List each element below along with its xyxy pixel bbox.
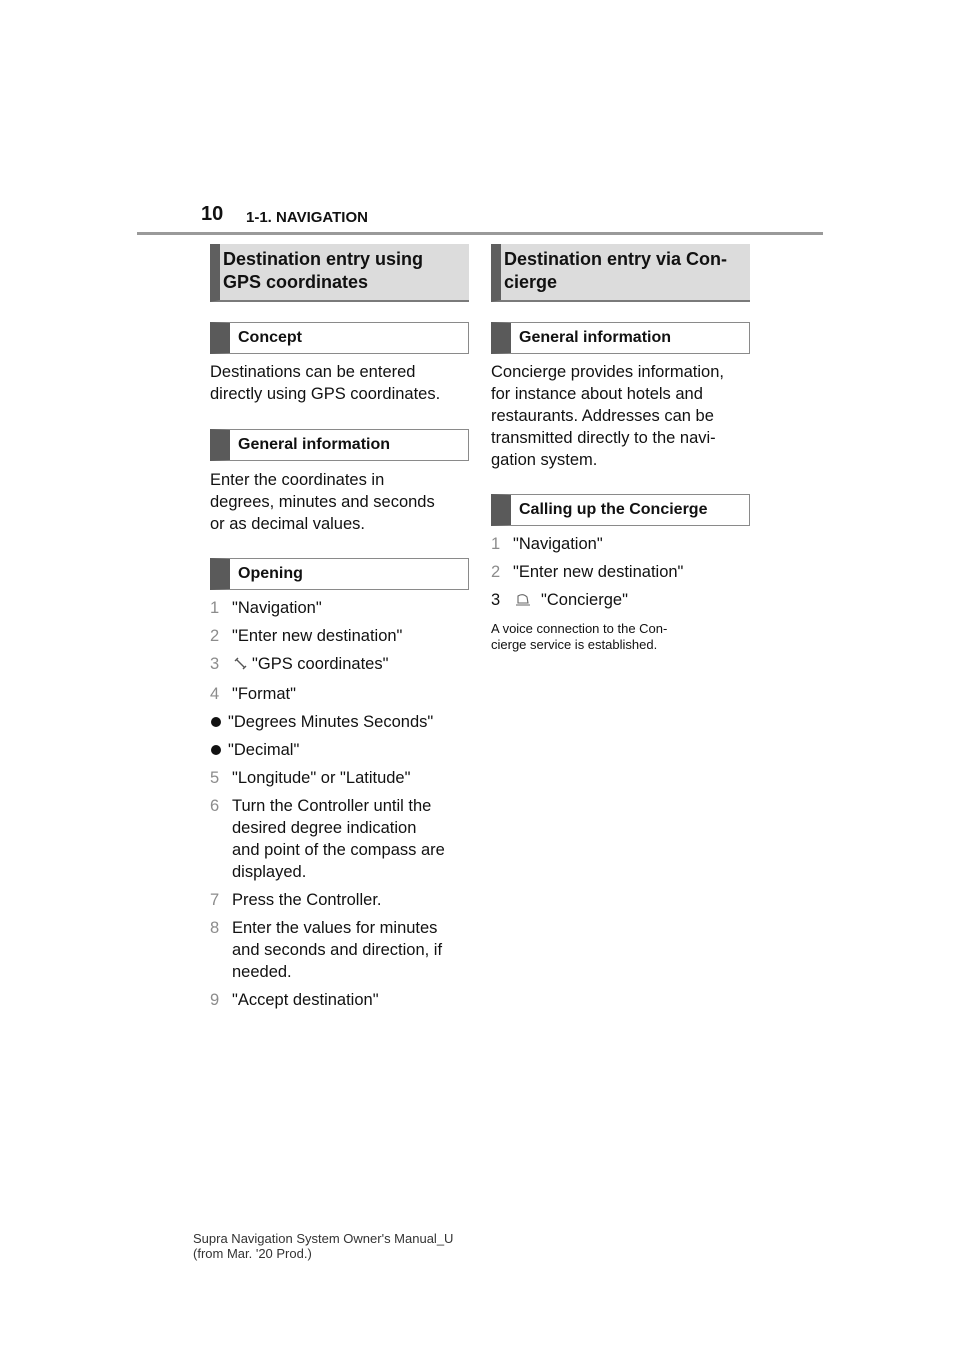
bullet-item <box>210 711 469 733</box>
text-line: degrees, minutes and seconds <box>210 493 435 511</box>
step-text: "Format" <box>232 685 296 703</box>
text-line: directly using GPS coordinates. <box>210 385 441 403</box>
sub-heading-calling-up-concierge: Calling up the Concierge <box>491 494 750 526</box>
step-number: 5 <box>210 769 220 787</box>
step-number: 6 <box>210 797 220 815</box>
step-number: 2 <box>491 563 501 581</box>
bullet-dot-icon <box>211 717 221 727</box>
step-text: and seconds and direction, if <box>232 941 443 959</box>
note-line: cierge service is established. <box>491 637 658 652</box>
step-text: Press the Controller. <box>232 891 382 909</box>
step-number: 8 <box>210 919 220 937</box>
step-item <box>210 989 469 1011</box>
step-text: "Navigation" <box>513 535 603 553</box>
step-item <box>491 561 750 583</box>
sub-heading-concept: Concept <box>210 322 469 354</box>
concept-text <box>210 361 469 405</box>
concierge-note <box>491 621 750 653</box>
text-line: for instance about hotels and <box>491 385 703 403</box>
text-line: Enter the coordinates in <box>210 471 385 489</box>
section-heading-gps <box>210 244 469 302</box>
bullet-item <box>210 739 469 761</box>
step-text: "Navigation" <box>232 599 322 617</box>
step-item <box>210 889 469 911</box>
sub-heading-opening: Opening <box>210 558 469 590</box>
step-text: "Enter new destination" <box>513 563 684 581</box>
text-line: restaurants. Addresses can be <box>491 407 714 425</box>
right-column <box>491 244 750 653</box>
bullet-text: "Degrees Minutes Seconds" <box>228 713 434 731</box>
section-heading-concierge <box>491 244 750 302</box>
text-line: Destinations can be entered <box>210 363 416 381</box>
heading-line: GPS coordinates <box>223 272 369 292</box>
step-item <box>210 597 469 619</box>
step-text: "Enter new destination" <box>232 627 403 645</box>
text-line: transmitted directly to the navi- <box>491 429 716 447</box>
step-number: 4 <box>210 685 220 703</box>
concierge-icon <box>515 591 531 613</box>
step-text: needed. <box>232 963 292 981</box>
general-text <box>210 469 469 535</box>
step-text: and point of the compass are <box>232 841 445 859</box>
step-number: 3 <box>491 591 501 609</box>
step-number: 1 <box>210 599 220 617</box>
footer <box>193 1231 453 1261</box>
header-rule <box>137 232 823 235</box>
heading-line: cierge <box>504 272 558 292</box>
step-number: 7 <box>210 891 220 909</box>
step-item <box>210 683 469 705</box>
step-item <box>210 795 469 883</box>
step-number: 9 <box>210 991 220 1009</box>
wrench-icon <box>234 655 248 677</box>
step-text: displayed. <box>232 863 307 881</box>
step-item <box>491 589 750 613</box>
step-item <box>210 653 469 677</box>
chapter-title: 1-1. NAVIGATION <box>246 209 368 226</box>
text-line: Concierge provides information, <box>491 363 724 381</box>
note-line: A voice connection to the Con- <box>491 621 668 636</box>
bullet-dot-icon <box>211 745 221 755</box>
step-number: 1 <box>491 535 501 553</box>
text-line: or as decimal values. <box>210 515 365 533</box>
footer-line: (from Mar. '20 Prod.) <box>193 1246 312 1261</box>
step-item <box>210 917 469 983</box>
bullet-text: "Decimal" <box>228 741 300 759</box>
step-text: Enter the values for minutes <box>232 919 438 937</box>
step-item <box>210 767 469 789</box>
concierge-general-text <box>491 361 750 471</box>
step-text: Turn the Controller until the <box>232 797 432 815</box>
heading-line: Destination entry using <box>223 249 424 269</box>
step-item <box>491 533 750 555</box>
step-text: "Concierge" <box>541 591 628 609</box>
step-text: "GPS coordinates" <box>252 655 389 673</box>
text-line: gation system. <box>491 451 598 469</box>
step-number: 2 <box>210 627 220 645</box>
step-number: 3 <box>210 655 220 673</box>
heading-line: Destination entry via Con- <box>504 249 728 269</box>
footer-line: Supra Navigation System Owner's Manual_U <box>193 1231 454 1246</box>
page-number: 10 <box>201 203 224 225</box>
sub-heading-general-information: General information <box>210 429 469 461</box>
step-text: "Accept destination" <box>232 991 379 1009</box>
left-column <box>210 244 469 1011</box>
step-text: desired degree indication <box>232 819 417 837</box>
sub-heading-general-information: General information <box>491 322 750 354</box>
step-item <box>210 625 469 647</box>
step-text: "Longitude" or "Latitude" <box>232 769 411 787</box>
